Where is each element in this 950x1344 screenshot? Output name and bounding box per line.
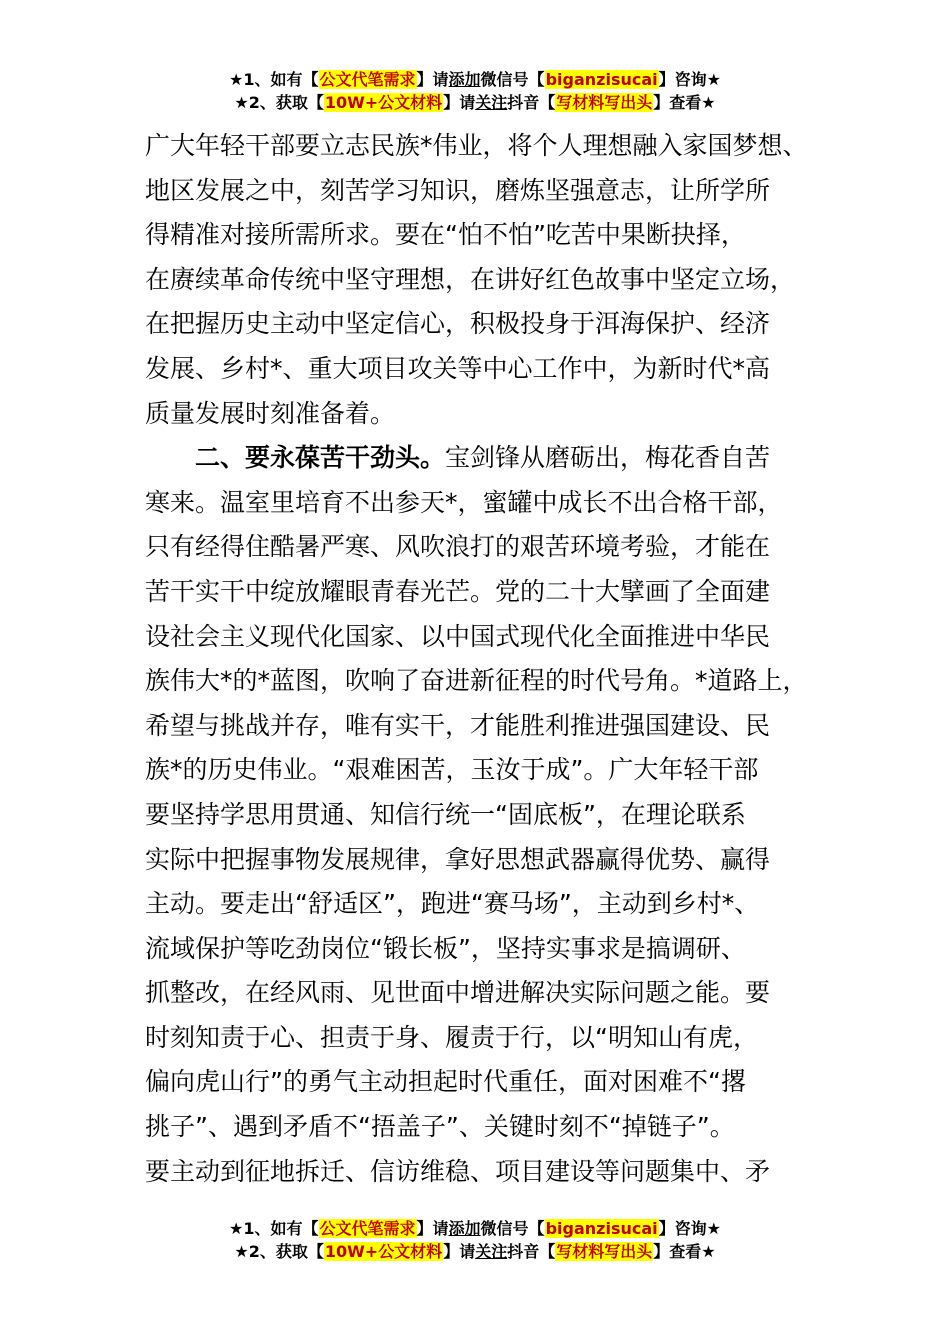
footer-banner [0,1217,950,1263]
body-line: 抓整改，在经风雨、见世面中增进解决实际问题之能。要 [145,978,771,1008]
banner-highlight: 公文代笔需求 [319,1219,416,1238]
banner-text: 】请 [443,93,476,112]
banner-text: 】查看★ [653,1242,716,1261]
body-line: 挑子”、遇到矛盾不“捂盖子”、关键时刻不“掉链子”。 [145,1112,735,1142]
body-line: 发展、乡村*、重大项目攻关等中心工作中，为新时代*高 [145,353,771,383]
banner-highlight: 写材料写出头 [556,1242,653,1261]
banner-text: 】查看★ [653,93,716,112]
banner-line-1 [0,1217,950,1240]
banner-underlined-text: 添加 [448,70,481,89]
body-line: 苦干实干中绽放耀眼青春光芒。党的二十大擘画了全面建 [145,576,771,606]
banner-highlight: 10W+公文材料 [324,1242,443,1261]
banner-text: 微信号【 [480,1219,545,1238]
body-line: 时刻知责于心、担责于身、履责于行，以“明知山有虎， [145,1022,758,1052]
banner-highlight: 10W+公文材料 [324,93,443,112]
banner-text: ★2、获取【 [234,1242,324,1261]
banner-text: 微信号【 [480,70,545,89]
banner-underlined-text: 关注 [475,1242,508,1261]
body-line: 族伟大*的*蓝图，吹响了奋进新征程的时代号角。*道路上， [145,666,808,696]
banner-underlined-text: 关注 [475,93,508,112]
body-line: 只有经得住酷暑严寒、风吹浪打的艰苦环境考验，才能在 [145,532,771,562]
banner-text: 】请 [416,70,449,89]
body-line: 偏向虎山行”的勇气主动担起时代重任，面对困难不“撂 [145,1067,746,1097]
banner-highlight: biganzisucai [545,70,658,89]
banner-text: ★2、获取【 [234,93,324,112]
banner-text: 抖音【 [507,1242,556,1261]
body-line: 流域保护等吃劲岗位“锻长板”，坚持实事求是搞调研、 [145,933,746,963]
body-line: 希望与挑战并存，唯有实干，才能胜利推进强国建设、民 [145,710,771,740]
banner-text: 】请 [443,1242,476,1261]
header-banner [0,68,950,114]
banner-underlined-text: 添加 [448,1219,481,1238]
banner-text: 】咨询★ [658,70,721,89]
document-body [145,124,825,1194]
body-line: 寒来。温室里培育不出参天*，蜜罐中成长不出合格干部， [145,487,783,517]
body-line: 要主动到征地拆迁、信访维稳、项目建设等问题集中、矛 [145,1156,771,1186]
body-line: 在赓续革命传统中坚守理想，在讲好红色故事中坚定立场， [145,264,796,294]
banner-highlight: 公文代笔需求 [319,70,416,89]
banner-text: ★1、如有【 [229,70,319,89]
body-line: 主动。要走出“舒适区”，跑进“赛马场”，主动到乡村*、 [145,889,760,919]
banner-line-1 [0,68,950,91]
body-line: 得精准对接所需所求。要在“怕不怕”吃苦中果断抉择， [145,220,746,250]
banner-text: 】咨询★ [658,1219,721,1238]
body-line: 实际中把握事物发展规律，拿好思想武器赢得优势、赢得 [145,844,771,874]
section-first-line [145,436,825,481]
body-line: 族*的历史伟业。“艰难困苦，玉汝于成”。广大年轻干部 [145,755,759,785]
body-line: 设社会主义现代化国家、以中国式现代化全面推进中华民 [145,621,771,651]
banner-text: 抖音【 [507,93,556,112]
body-line: 地区发展之中，刻苦学习知识，磨炼坚强意志，让所学所 [145,175,771,205]
banner-line-2 [0,1240,950,1263]
banner-highlight: 写材料写出头 [556,93,653,112]
banner-text: ★1、如有【 [229,1219,319,1238]
section-text: 宝剑锋从磨砺出，梅花香自苦 [445,443,771,473]
body-line: 在把握历史主动中坚定信心，积极投身于洱海保护、经济 [145,309,771,339]
section-heading: 二、要永葆苦干劲头。 [195,443,446,473]
body-line: 质量发展时刻准备着。 [145,398,396,428]
banner-line-2 [0,91,950,114]
banner-text: 】请 [416,1219,449,1238]
body-line: 广大年轻干部要立志民族*伟业，将个人理想融入家国梦想、 [145,131,808,160]
body-line: 要坚持学思用贯通、知信行统一“固底板”，在理论联系 [145,799,746,829]
banner-highlight: biganzisucai [545,1219,658,1238]
